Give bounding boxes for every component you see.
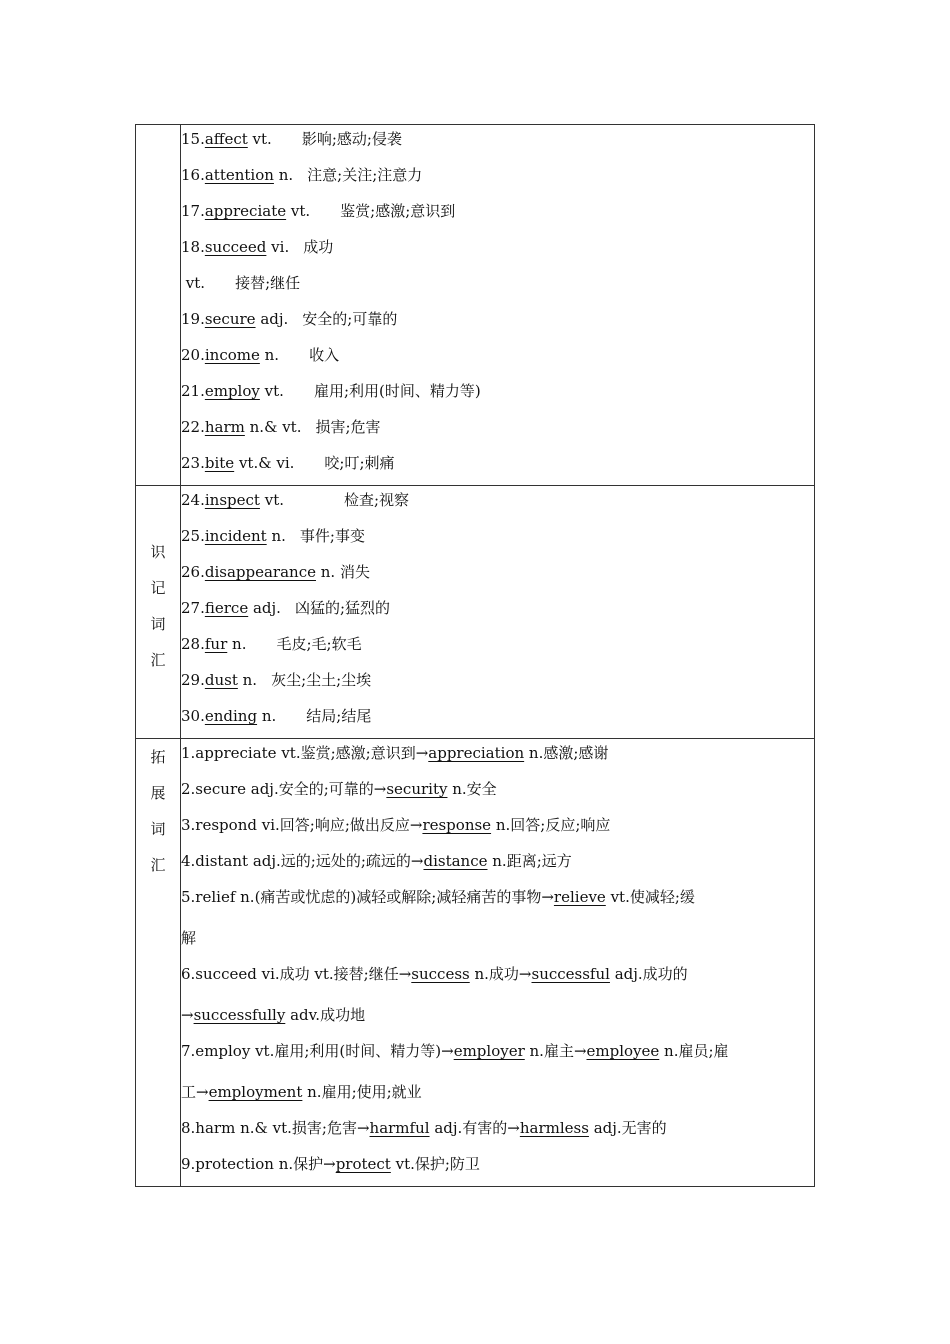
answer-word: success — [411, 965, 470, 983]
list-item: 21.employ vt. 雇用;利用(时间、精力等) — [181, 382, 481, 400]
list-item: 30.ending n. 结局;结尾 — [181, 707, 372, 725]
answer-word: incident — [204, 527, 267, 545]
list-item: 15.affect vt. 影响;感动;侵袭 — [181, 130, 402, 148]
list-item: 4.distant adj.远的;远处的;疏远的→distance n.距离;远方 — [181, 852, 572, 870]
list-item: 27.fierce adj. 凶猛的;猛烈的 — [181, 599, 391, 617]
list-item: 8.harm n.& vt.损害;危害→harmful adj.有害的→harmless adj.无害的 — [181, 1119, 667, 1137]
table-row — [136, 739, 815, 1187]
answer-word: bite — [204, 454, 235, 472]
answer-word: fierce — [204, 599, 249, 617]
word-list-24-30 — [181, 486, 815, 739]
answer-word: security — [386, 780, 448, 798]
list-item: 19.secure adj. 安全的;可靠的 — [181, 310, 398, 328]
list-item: 17.appreciate vt. 鉴赏;感激;意识到 — [181, 202, 456, 220]
answer-word: affect — [204, 130, 248, 148]
list-item: 16.attention n. 注意;关注;注意力 — [181, 166, 423, 184]
answer-word: distance — [423, 852, 488, 870]
list-item: 29.dust n. 灰尘;尘土;尘埃 — [181, 671, 372, 689]
list-item: 18.succeed vi. 成功 — [181, 238, 334, 256]
list-item: 25.incident n. 事件;事变 — [181, 527, 365, 545]
answer-word: appreciation — [428, 744, 525, 762]
answer-word: response — [422, 816, 492, 834]
answer-word: fur — [204, 635, 228, 653]
answer-word: relieve — [553, 888, 606, 906]
answer-word: successful — [531, 965, 610, 983]
list-item: 24.inspect vt. 检查;视察 — [181, 491, 410, 509]
answer-word: employ — [204, 382, 260, 400]
answer-word: appreciate — [204, 202, 287, 220]
word-family-list — [181, 739, 815, 1187]
answer-word: ending — [204, 707, 258, 725]
answer-word: secure — [204, 310, 256, 328]
answer-word: attention — [204, 166, 274, 184]
list-item-continued: →successfully adv.成功地 — [181, 1006, 366, 1024]
answer-word: harmful — [369, 1119, 430, 1137]
list-item: 23.bite vt.& vi. 咬;叮;刺痛 — [181, 454, 395, 472]
answer-word: employer — [453, 1042, 525, 1060]
answer-word: succeed — [204, 238, 267, 256]
list-item-continued: 解 — [181, 929, 197, 947]
list-item: 22.harm n.& vt. 损害;危害 — [181, 418, 381, 436]
answer-word: employment — [208, 1083, 303, 1101]
answer-word: inspect — [204, 491, 260, 509]
list-item: 9.protection n.保护→protect vt.保护;防卫 — [181, 1155, 480, 1173]
list-item: 1.appreciate vt.鉴赏;感激;意识到→appreciation n.感激;感谢 — [181, 744, 609, 762]
list-item: 2.secure adj.安全的;可靠的→security n.安全 — [181, 780, 497, 798]
list-item: vt. 接替;继任 — [185, 274, 301, 292]
answer-word: dust — [204, 671, 238, 689]
table-row — [136, 486, 815, 739]
list-item: 6.succeed vi.成功 vt.接替;继任→success n.成功→successful adj.成功的 — [181, 965, 688, 983]
section-label-identify: 识 记 词 汇 — [136, 486, 181, 739]
list-item: 5.relief n.(痛苦或忧虑的)减轻或解除;减轻痛苦的事物→relieve vt.使减轻;缓 — [181, 888, 695, 906]
answer-word: harmless — [519, 1119, 589, 1137]
answer-word: protect — [335, 1155, 391, 1173]
list-item: 28.fur n. 毛皮;毛;软毛 — [181, 635, 362, 653]
table-row — [136, 125, 815, 486]
answer-word: disappearance — [204, 563, 316, 581]
answer-word: income — [204, 346, 260, 364]
word-list-15-23 — [181, 125, 815, 486]
answer-word: harm — [204, 418, 245, 436]
list-item-continued: 工→employment n.雇用;使用;就业 — [181, 1083, 422, 1101]
list-item: 26.disappearance n. 消失 — [181, 563, 370, 581]
answer-word: successfully — [193, 1006, 286, 1024]
section-label-expand: 拓 展 词 汇 — [136, 739, 181, 1187]
vocabulary-table — [135, 124, 815, 1187]
section-label-empty — [136, 125, 181, 486]
list-item: 7.employ vt.雇用;利用(时间、精力等)→employer n.雇主→employee n.雇员;雇 — [181, 1042, 729, 1060]
list-item: 20.income n. 收入 — [181, 346, 340, 364]
answer-word: employee — [586, 1042, 660, 1060]
list-item: 3.respond vi.回答;响应;做出反应→response n.回答;反应;响应 — [181, 816, 611, 834]
